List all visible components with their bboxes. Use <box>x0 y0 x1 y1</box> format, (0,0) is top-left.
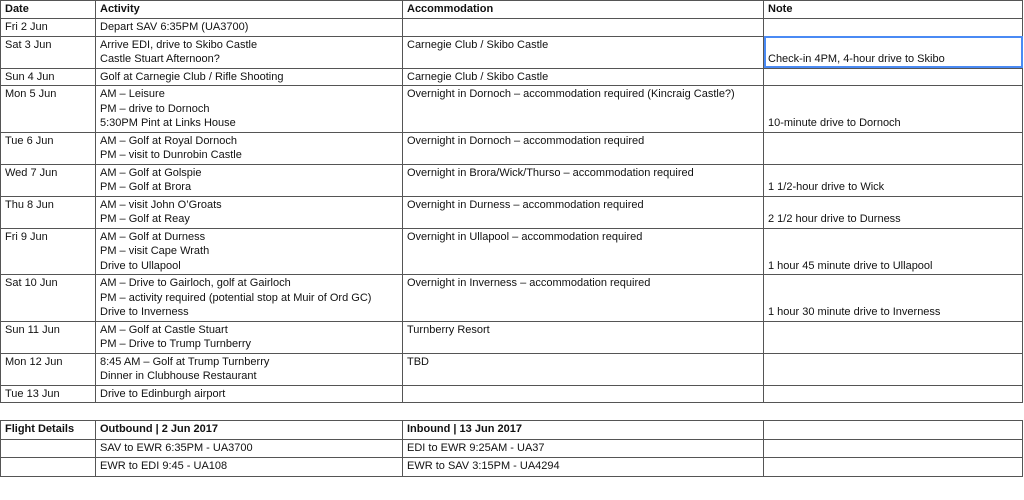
accommodation-cell[interactable] <box>403 385 764 403</box>
flight-note-cell[interactable] <box>764 458 1023 477</box>
spacer-cell[interactable] <box>1 403 96 421</box>
accommodation-cell[interactable]: Overnight in Durness – accommodation required <box>403 196 764 228</box>
inbound-leg[interactable]: EWR to SAV 3:15PM - UA4294 <box>403 458 764 477</box>
note-cell[interactable] <box>764 19 1023 37</box>
flight-leg-row <box>1 458 1023 477</box>
note-cell[interactable]: 2 1/2 hour drive to Durness <box>764 196 1023 228</box>
itinerary-row <box>1 321 1023 353</box>
date-cell[interactable]: Tue 13 Jun <box>1 385 96 403</box>
accommodation-cell[interactable]: Carnegie Club / Skibo Castle <box>403 68 764 86</box>
accommodation-cell[interactable] <box>403 19 764 37</box>
inbound-leg[interactable]: EDI to EWR 9:25AM - UA37 <box>403 440 764 458</box>
itinerary-row <box>1 132 1023 164</box>
activity-line: AM – Golf at Durness <box>100 230 206 243</box>
itinerary-row <box>1 86 1023 133</box>
flight-note-cell[interactable] <box>764 421 1023 440</box>
activity-cell[interactable] <box>96 36 403 68</box>
activity-line: Drive to Ullapool <box>100 259 181 272</box>
activity-cell[interactable] <box>96 228 403 275</box>
date-cell[interactable]: Fri 9 Jun <box>1 228 96 275</box>
accommodation-cell[interactable]: Overnight in Dornoch – accommodation required (Kincraig Castle?) <box>403 86 764 133</box>
header-accommodation[interactable]: Accommodation <box>403 1 764 19</box>
activity-line: PM – activity required (potential stop at Muir of Ord GC) <box>100 291 372 304</box>
itinerary-row <box>1 19 1023 37</box>
note-cell[interactable]: 1 1/2-hour drive to Wick <box>764 164 1023 196</box>
header-row <box>1 1 1023 19</box>
activity-cell[interactable] <box>96 132 403 164</box>
note-cell[interactable]: 1 hour 30 minute drive to Inverness <box>764 275 1023 322</box>
activity-line: Drive to Inverness <box>100 306 189 318</box>
activity-line: PM – visit Cape Wrath <box>100 245 210 257</box>
flight-empty-cell[interactable] <box>1 440 96 458</box>
activity-line: PM – Drive to Trump Turnberry <box>100 338 251 350</box>
itinerary-row <box>1 385 1023 403</box>
spacer-cell[interactable] <box>403 403 764 421</box>
activity-cell[interactable] <box>96 385 403 403</box>
activity-line: PM – Golf at Brora <box>100 181 192 193</box>
accommodation-cell[interactable]: Overnight in Brora/Wick/Thurso – accommodation required <box>403 164 764 196</box>
activity-line: PM – Golf at Reay <box>100 213 190 225</box>
spacer-cell[interactable] <box>764 403 1023 421</box>
note-cell[interactable]: 10-minute drive to Dornoch <box>764 86 1023 133</box>
activity-cell[interactable] <box>96 19 403 37</box>
note-cell[interactable] <box>764 68 1023 86</box>
outbound-leg[interactable]: SAV to EWR 6:35PM - UA3700 <box>96 440 403 458</box>
activity-cell[interactable] <box>96 86 403 133</box>
activity-line: AM – Leisure <box>100 88 165 100</box>
activity-cell[interactable] <box>96 68 403 86</box>
note-cell[interactable] <box>764 132 1023 164</box>
date-cell[interactable]: Sat 10 Jun <box>1 275 96 322</box>
itinerary-row <box>1 353 1023 385</box>
date-cell[interactable]: Sun 4 Jun <box>1 68 96 86</box>
note-cell[interactable] <box>764 353 1023 385</box>
activity-cell[interactable] <box>96 275 403 322</box>
itinerary-row <box>1 68 1023 86</box>
header-date[interactable]: Date <box>1 1 96 19</box>
accommodation-cell[interactable]: Turnberry Resort <box>403 321 764 353</box>
activity-line: AM – visit John O’Groats <box>100 198 222 211</box>
note-cell[interactable]: 1 hour 45 minute drive to Ullapool <box>764 228 1023 275</box>
flight-empty-cell[interactable] <box>1 458 96 477</box>
date-cell[interactable]: Tue 6 Jun <box>1 132 96 164</box>
activity-line: Drive to Edinburgh airport <box>100 387 226 400</box>
itinerary-row <box>1 275 1023 322</box>
activity-line: PM – drive to Dornoch <box>100 102 210 115</box>
spacer-row <box>1 403 1023 421</box>
activity-line: Golf at Carnegie Club / Rifle Shooting <box>100 70 284 83</box>
activity-line: Depart SAV 6:35PM (UA3700) <box>100 21 249 33</box>
header-activity[interactable]: Activity <box>96 1 403 19</box>
flight-header-row <box>1 421 1023 440</box>
activity-cell[interactable] <box>96 164 403 196</box>
accommodation-cell[interactable]: Overnight in Dornoch – accommodation required <box>403 132 764 164</box>
accommodation-cell[interactable]: TBD <box>403 353 764 385</box>
note-cell[interactable] <box>764 321 1023 353</box>
spacer-cell[interactable] <box>96 403 403 421</box>
activity-cell[interactable] <box>96 321 403 353</box>
activity-cell[interactable] <box>96 353 403 385</box>
outbound-header[interactable]: Outbound | 2 Jun 2017 <box>96 421 403 440</box>
itinerary-row <box>1 196 1023 228</box>
activity-line: PM – visit to Dunrobin Castle <box>100 149 242 161</box>
itinerary-row <box>1 228 1023 275</box>
flight-details-label[interactable]: Flight Details <box>1 421 96 440</box>
flight-leg-row <box>1 440 1023 458</box>
activity-line: Dinner in Clubhouse Restaurant <box>100 370 257 382</box>
accommodation-cell[interactable]: Carnegie Club / Skibo Castle <box>403 36 764 68</box>
date-cell[interactable]: Mon 5 Jun <box>1 86 96 133</box>
outbound-leg[interactable]: EWR to EDI 9:45 - UA108 <box>96 458 403 477</box>
date-cell[interactable]: Sun 11 Jun <box>1 321 96 353</box>
flight-section <box>1 403 1023 477</box>
header-note[interactable]: Note <box>764 1 1023 19</box>
date-cell[interactable]: Sat 3 Jun <box>1 36 96 68</box>
activity-line: Arrive EDI, drive to Skibo Castle <box>100 38 258 51</box>
flight-note-cell[interactable] <box>764 440 1023 458</box>
activity-line: AM – Golf at Royal Dornoch <box>100 134 237 147</box>
date-cell[interactable]: Wed 7 Jun <box>1 164 96 196</box>
activity-line: AM – Drive to Gairloch, golf at Gairloch <box>100 277 291 289</box>
accommodation-cell[interactable]: Overnight in Inverness – accommodation required <box>403 275 764 322</box>
accommodation-cell[interactable]: Overnight in Ullapool – accommodation required <box>403 228 764 275</box>
activity-line: AM – Golf at Castle Stuart <box>100 323 228 336</box>
note-cell[interactable] <box>764 385 1023 403</box>
itinerary-row <box>1 36 1023 68</box>
date-cell[interactable]: Thu 8 Jun <box>1 196 96 228</box>
activity-line: 8:45 AM – Golf at Trump Turnberry <box>100 355 270 368</box>
itinerary-row <box>1 164 1023 196</box>
itinerary-body <box>1 19 1023 403</box>
activity-line: AM – Golf at Golspie <box>100 166 202 179</box>
activity-cell[interactable] <box>96 196 403 228</box>
note-cell-selected[interactable]: Check-in 4PM, 4-hour drive to Skibo <box>764 36 1023 68</box>
activity-line: 5:30PM Pint at Links House <box>100 117 236 129</box>
activity-line: Castle Stuart Afternoon? <box>100 53 220 65</box>
date-cell[interactable]: Fri 2 Jun <box>1 19 96 37</box>
date-cell[interactable]: Mon 12 Jun <box>1 353 96 385</box>
inbound-header[interactable]: Inbound | 13 Jun 2017 <box>403 421 764 440</box>
